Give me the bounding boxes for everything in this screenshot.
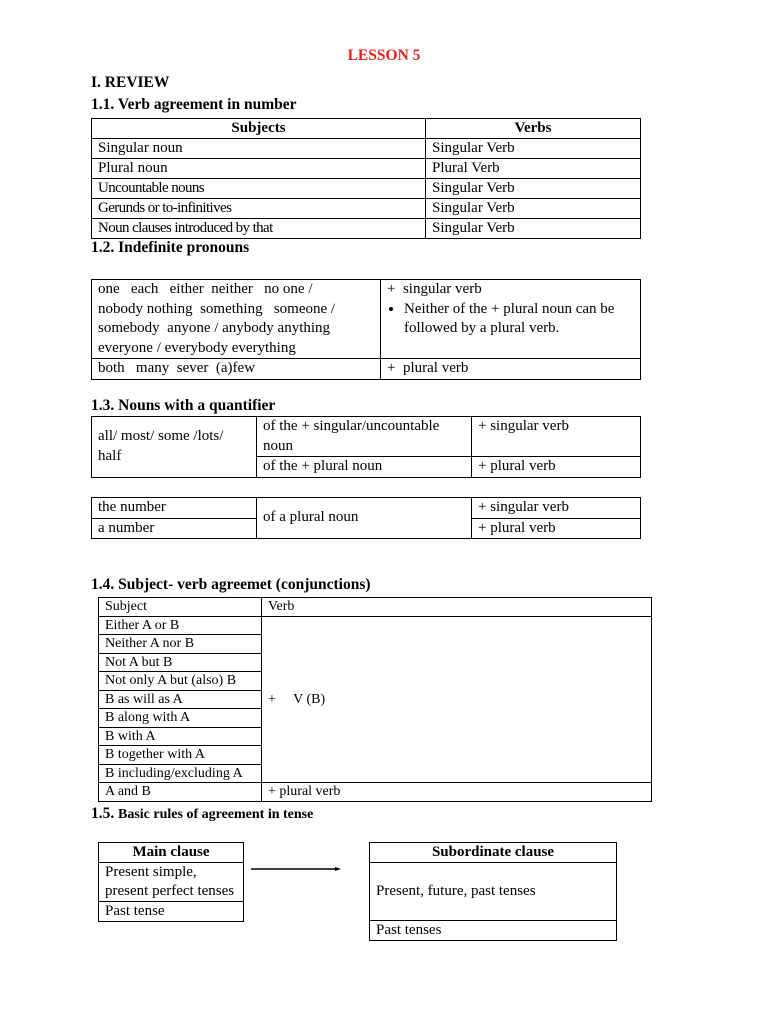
of-the-cell: of the + singular/uncountable noun [257,417,472,457]
verb-cell: Singular Verb [426,219,641,239]
number-cell: a number [92,518,257,539]
singular-verb-cell [381,280,641,359]
plural-verb-cell: + plural verb [381,359,641,380]
table-row [92,417,641,457]
subordinate-clause-cell: Past tenses [370,921,617,941]
section-1-5-number: 1.5. [91,805,115,822]
pronoun-line: nobody nothing something someone / [98,300,336,317]
verb-cell: Singular Verb [426,179,641,199]
verb-cell: Plural Verb [426,159,641,179]
subject-cell: Either A or B [99,616,262,635]
review-heading: I. REVIEW [91,74,170,91]
table-header-row [99,843,244,863]
number-table [91,497,641,539]
section-1-5-heading [91,805,313,823]
section-1-5-title: Basic rules of agreement in tense [118,807,314,822]
subject-cell: Singular noun [92,139,426,159]
pronoun-line: one each either neither no one / [98,281,313,297]
table-header-row [370,843,617,863]
main-clause-cell: Present simple, present perfect tenses [99,863,244,902]
table-row [92,159,641,179]
subject-cell: Noun clauses introduced by that [92,219,426,239]
verb-cell: + plural verb [262,783,652,802]
subject-cell: B with A [99,727,262,746]
note-list [387,300,634,339]
table-row [92,179,641,199]
subject-cell: Not only A but (also) B [99,672,262,691]
merged-verb-cell: + V (B) [262,616,652,783]
subject-cell: Gerunds or to-infinitives [92,199,426,219]
of-the-cell: of the + plural noun [257,457,472,478]
main-clause-cell: Past tense [99,902,244,922]
singular-verb-label: + singular verb [387,281,482,297]
table-row [92,199,641,219]
table-row [92,498,641,519]
subject-cell: Not A but B [99,653,262,672]
verb-cell: + singular verb [472,417,641,457]
subject-cell: B along with A [99,709,262,728]
verb-cell: Singular Verb [426,139,641,159]
conjunctions-table [98,597,652,802]
subject-cell: Neither A nor B [99,635,262,654]
pronoun-line: somebody anyone / anybody anything [98,320,331,336]
main-clause-table [98,842,244,922]
table-row [99,902,244,922]
indefinite-pronouns-table [91,279,641,380]
subordinate-clause-table [369,842,617,941]
of-plural-cell: of a plural noun [257,498,472,539]
table-row [99,863,244,902]
column-header-verb: Verb [262,598,652,617]
column-header-subject: Subject [99,598,262,617]
subordinate-clause-cell: Present, future, past tenses [370,863,617,921]
table-header-row [99,598,652,617]
table-header-row [92,119,641,139]
subject-cell: A and B [99,783,262,802]
singular-pronouns-cell [92,280,381,359]
column-header-subjects: Subjects [92,119,426,139]
table-row [92,219,641,239]
column-header-verbs: Verbs [426,119,641,139]
pronoun-line: everyone / everybody everything [98,339,296,356]
quantifier-table [91,416,641,478]
verb-cell: + plural verb [472,457,641,478]
section-1-2-heading: 1.2. Indefinite pronouns [91,239,250,256]
verb-cell: + singular verb [472,498,641,519]
table-row [92,359,641,380]
subordinate-clause-header: Subordinate clause [370,843,617,863]
verb-agreement-table [91,118,641,239]
table-row [370,863,617,921]
plural-pronouns-cell: both many sever (a)few [92,359,381,380]
table-row [99,783,652,802]
table-row [99,616,652,635]
verb-cell: + plural verb [472,518,641,539]
main-clause-header: Main clause [99,843,244,863]
arrow-right-icon [251,867,341,871]
section-1-4-heading: 1.4. Subject- verb agreemet (conjunctions) [91,576,371,593]
table-row [92,139,641,159]
number-cell: the number [92,498,257,519]
subject-cell: Uncountable nouns [92,179,426,199]
quantifier-cell: all/ most/ some /lots/ half [92,417,257,478]
verb-cell: Singular Verb [426,199,641,219]
subject-cell: B including/excluding A [99,764,262,783]
table-row [370,921,617,941]
neither-of-note: • Neither of the + plural noun can be followed by a plural verb. [404,300,634,339]
section-1-3-heading: 1.3. Nouns with a quantifier [91,397,276,414]
page-title: LESSON 5 [347,47,421,64]
subject-cell: B together with A [99,746,262,765]
subject-cell: Plural noun [92,159,426,179]
subject-cell: B as will as A [99,690,262,709]
section-1-1-heading: 1.1. Verb agreement in number [91,96,297,113]
table-row [92,280,641,359]
